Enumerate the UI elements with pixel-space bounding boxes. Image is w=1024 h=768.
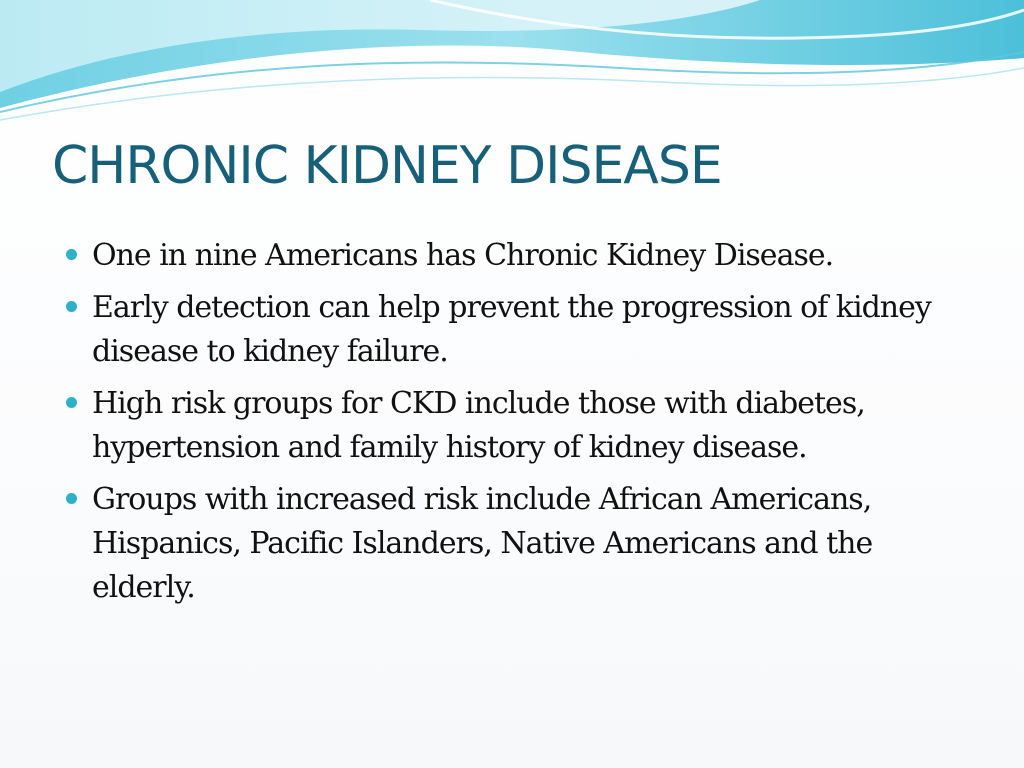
wave-header-decoration: [0, 0, 1024, 125]
bullet-icon: [66, 397, 77, 408]
bullet-icon: [66, 493, 77, 504]
bullet-item: [62, 286, 982, 374]
bullet-text: High risk groups for CKD include those with diabetes, hypertension and family history of kidney disease.: [92, 386, 865, 465]
bullet-icon: [66, 301, 77, 312]
bullet-item: [62, 382, 982, 470]
bullet-list: [62, 234, 982, 618]
bullet-text: Early detection can help prevent the progression of kidney disease to kidney failure.: [92, 290, 931, 369]
bullet-text: One in nine Americans has Chronic Kidney Disease.: [92, 238, 834, 273]
bullet-item: [62, 234, 982, 278]
bullet-icon: [66, 249, 77, 260]
bullet-item: [62, 478, 982, 610]
slide-title: CHRONIC KIDNEY DISEASE: [52, 136, 722, 196]
bullet-text: Groups with increased risk include African Americans, Hispanics, Pacific Islanders, Native Americans and the elderly.: [92, 482, 873, 605]
